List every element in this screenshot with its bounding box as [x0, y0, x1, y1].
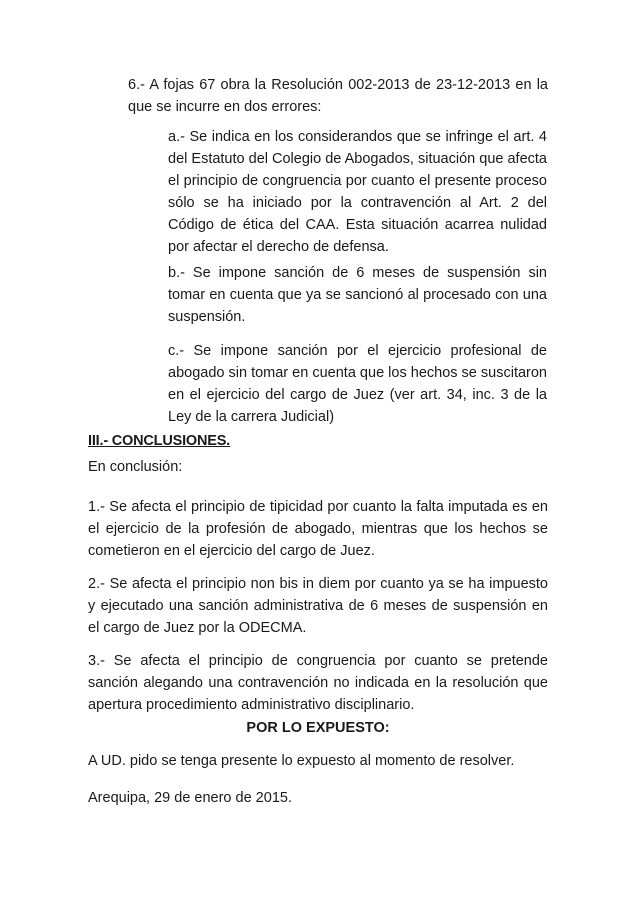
request-line: A UD. pido se tenga presente lo expuesto al momento de resolver.	[88, 753, 515, 769]
conclusions-intro: En conclusión:	[88, 459, 183, 475]
conclusions-heading: III.- CONCLUSIONES.	[88, 433, 231, 449]
item-6c-paragraph: c.- Se impone sanción por el ejercicio profesional de abogado sin tomar en cuenta que los hechos se suscitaron en el ejercicio del cargo de Juez (ver art. 34, inc. 3 de la Ley de la carrera Judicial)	[168, 343, 547, 425]
conclusion-1-paragraph: 1.- Se afecta el principio de tipicidad por cuanto la falta imputada es en el ejercicio de la profesión de abogado, mientras que los hechos se cometieron en el ejercicio del cargo de Juez.	[88, 499, 548, 559]
item-6-paragraph: 6.- A fojas 67 obra la Resolución 002-2013 de 23-12-2013 en la que se incurre en dos errores:	[128, 77, 548, 115]
conclusion-3-paragraph: 3.- Se afecta el principio de congruencia por cuanto se pretende sanción alegando una contravención no indicada en la resolución que apertura procedimiento administrativo disciplinario.	[88, 653, 548, 713]
date-line: Arequipa, 29 de enero de 2015.	[88, 790, 292, 806]
conclusion-2-paragraph: 2.- Se afecta el principio non bis in diem por cuanto ya se ha impuesto y ejecutado una sanción administrativa de 6 meses de suspensión en el cargo de Juez por la ODECMA.	[88, 576, 548, 636]
item-6b-paragraph: b.- Se impone sanción de 6 meses de suspensión sin tomar en cuenta que ya se sancionó al procesado con una suspensión.	[168, 265, 547, 325]
item-6a-paragraph: a.- Se indica en los considerandos que se infringe el art. 4 del Estatuto del Colegio de Abogados, situación que afecta el principio de congruencia por cuanto el presente proceso sólo se ha iniciado por la contravención al Art. 2 del Código de ética del CAA. Esta situación acarrea nulidad por afectar el derecho de defensa.	[168, 129, 547, 255]
por-lo-expuesto-heading: POR LO EXPUESTO:	[246, 720, 390, 736]
